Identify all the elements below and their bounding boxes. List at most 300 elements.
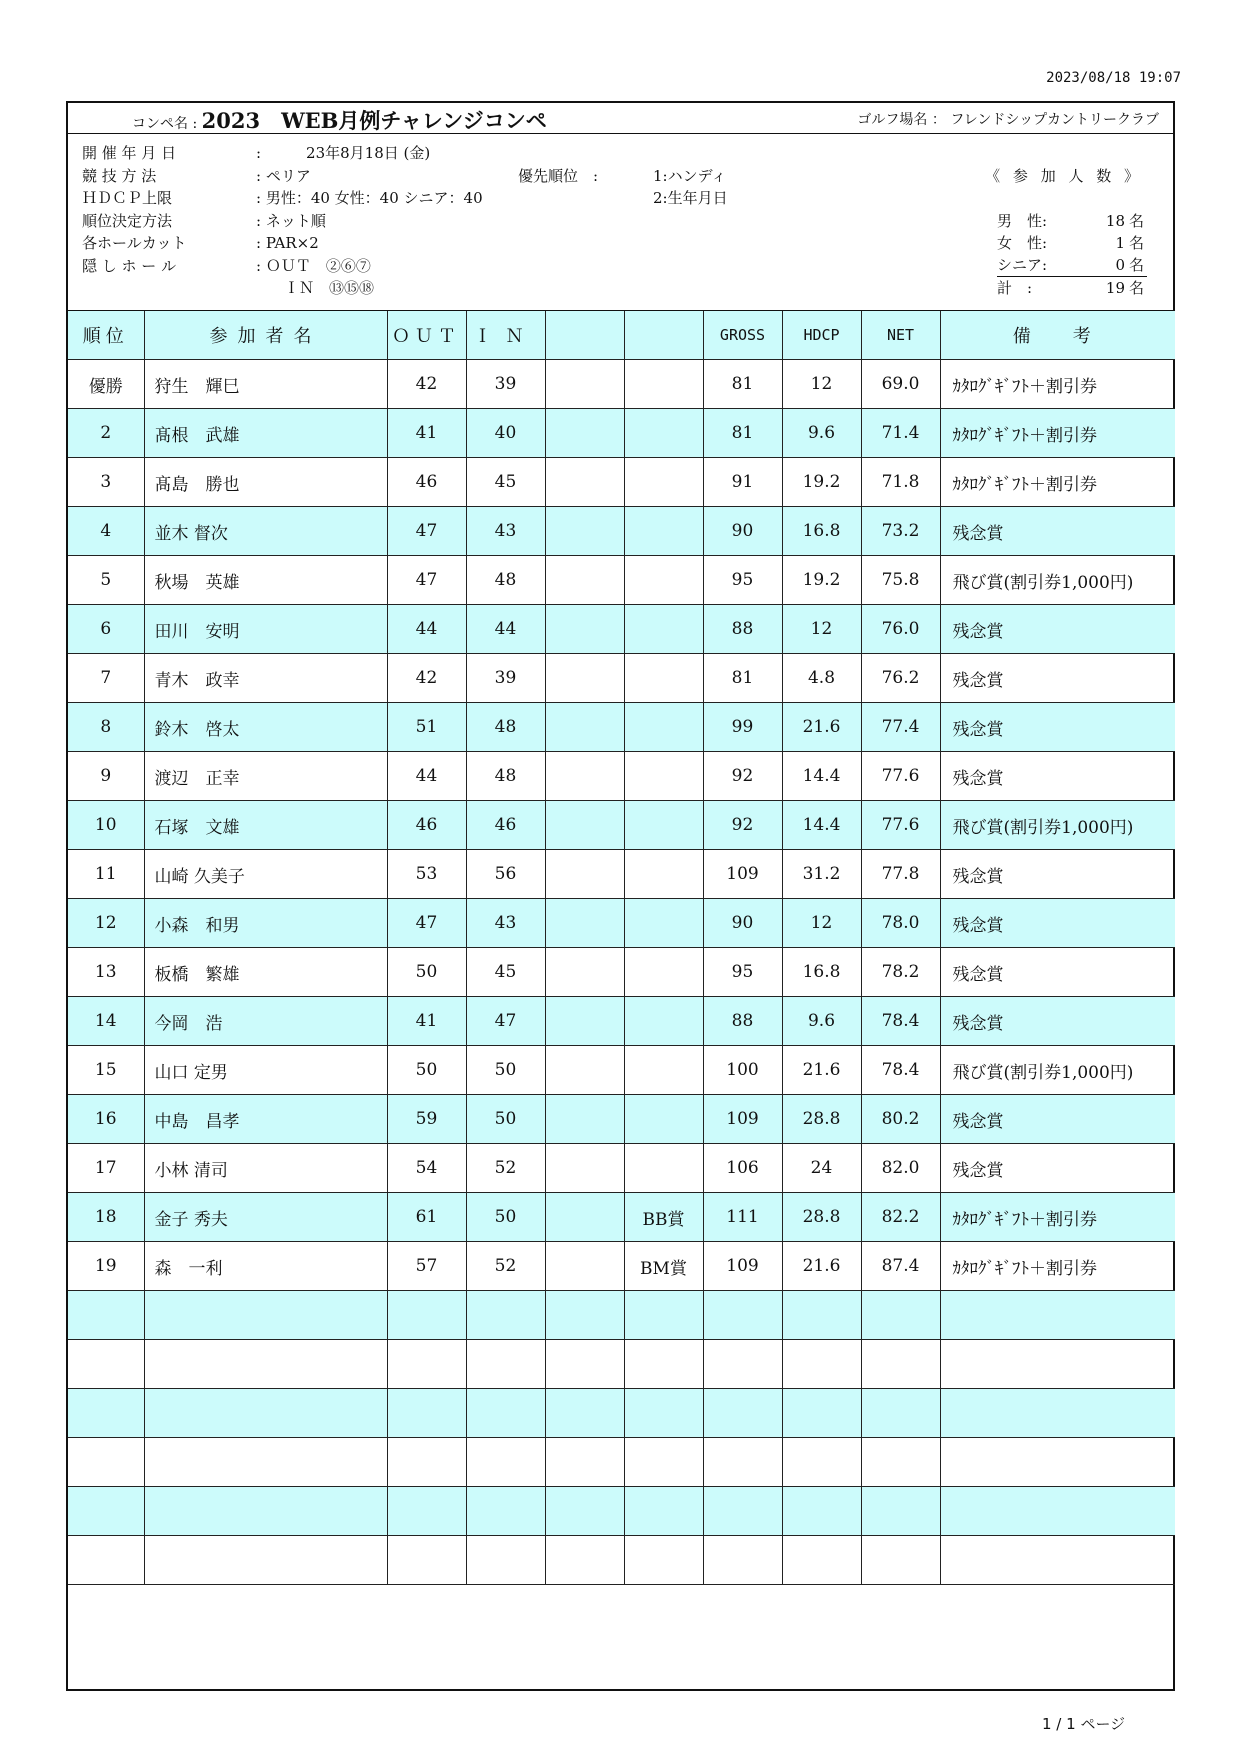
- empty-cell: [782, 1487, 861, 1536]
- empty-cell: [861, 1340, 940, 1389]
- empty-cell: [940, 1340, 1175, 1389]
- empty-cell: [144, 1487, 387, 1536]
- cell-hdcp: 31.2: [782, 850, 861, 899]
- participant-unit: 名: [1129, 279, 1145, 297]
- participant-category: 計 :: [997, 279, 1033, 297]
- empty-table-row: [68, 1291, 1175, 1340]
- cell-extra-2: BB賞: [624, 1193, 703, 1242]
- cell-net: 77.6: [861, 801, 940, 850]
- cell-net: 73.2: [861, 507, 940, 556]
- cell-out: 57: [387, 1242, 466, 1291]
- empty-cell: [940, 1536, 1175, 1585]
- hidden-out-value: : ＯＵＴ ②⑥⑦: [256, 256, 371, 275]
- cell-hdcp: 16.8: [782, 948, 861, 997]
- empty-cell: [624, 1340, 703, 1389]
- method-label: 競 技 方 法: [82, 166, 157, 185]
- date-label: 開 催 年 月 日: [82, 144, 177, 162]
- cell-rank: 3: [68, 458, 144, 507]
- cell-extra-2: [624, 458, 703, 507]
- cell-extra-2: [624, 1046, 703, 1095]
- empty-cell: [545, 1389, 624, 1438]
- cell-hdcp: 21.6: [782, 703, 861, 752]
- table-row: [68, 1193, 1175, 1242]
- empty-cell: [624, 1438, 703, 1487]
- cell-rank: 19: [68, 1242, 144, 1291]
- cell-net: 76.2: [861, 654, 940, 703]
- table-row: [68, 1242, 1175, 1291]
- rank-method-value: : ネット順: [256, 211, 326, 230]
- cell-rank: 15: [68, 1046, 144, 1095]
- empty-cell: [782, 1536, 861, 1585]
- cell-remarks: 残念賞: [940, 1144, 1175, 1193]
- cell-net: 78.0: [861, 899, 940, 948]
- method-value: : ペリア: [256, 166, 311, 185]
- cell-in: 52: [466, 1144, 545, 1193]
- empty-cell: [545, 1340, 624, 1389]
- cell-extra-2: [624, 409, 703, 458]
- cell-net: 87.4: [861, 1242, 940, 1291]
- cell-gross: 109: [703, 1095, 782, 1144]
- header-rank: 順位: [68, 311, 144, 360]
- cell-gross: 109: [703, 850, 782, 899]
- cell-out: 46: [387, 801, 466, 850]
- table-row: [68, 801, 1175, 850]
- header-net: NET: [861, 311, 940, 360]
- cell-remarks: ｶﾀﾛｸﾞｷﾞﾌﾄ＋割引券: [940, 409, 1175, 458]
- hidden-in-value: ＩＮ ⑬⑮⑱: [284, 279, 375, 297]
- empty-cell: [387, 1438, 466, 1487]
- cell-hdcp: 9.6: [782, 997, 861, 1046]
- cell-gross: 81: [703, 409, 782, 458]
- cell-out: 54: [387, 1144, 466, 1193]
- cell-net: 77.8: [861, 850, 940, 899]
- cell-extra-2: [624, 997, 703, 1046]
- hdcp-label: ＨＤＣＰ上限: [82, 189, 173, 207]
- empty-cell: [940, 1291, 1175, 1340]
- cell-name: 青木 政幸: [144, 654, 387, 703]
- cell-hdcp: 21.6: [782, 1242, 861, 1291]
- empty-cell: [68, 1389, 144, 1438]
- page-number: 1 / 1 ページ: [1042, 1715, 1126, 1733]
- cell-extra-1: [545, 1095, 624, 1144]
- empty-cell: [782, 1438, 861, 1487]
- cell-net: 75.8: [861, 556, 940, 605]
- cell-extra-2: [624, 556, 703, 605]
- empty-cell: [144, 1291, 387, 1340]
- cell-hdcp: 19.2: [782, 458, 861, 507]
- info-labels: [82, 142, 187, 277]
- cell-net: 71.4: [861, 409, 940, 458]
- cell-in: 45: [466, 458, 545, 507]
- cell-gross: 81: [703, 654, 782, 703]
- empty-cell: [466, 1438, 545, 1487]
- empty-table-row: [68, 1389, 1175, 1438]
- cell-in: 48: [466, 556, 545, 605]
- header-extra-1: [545, 311, 624, 360]
- print-timestamp: 2023/08/18 19:07: [1046, 70, 1181, 86]
- empty-cell: [703, 1536, 782, 1585]
- competition-label: コンペ名 :: [132, 116, 202, 132]
- empty-cell: [861, 1291, 940, 1340]
- empty-cell: [466, 1340, 545, 1389]
- cell-extra-1: [545, 850, 624, 899]
- table-row: [68, 1095, 1175, 1144]
- cell-name: 小林 清司: [144, 1144, 387, 1193]
- cell-out: 53: [387, 850, 466, 899]
- header-in: ＩＮ: [466, 311, 545, 360]
- cell-hdcp: 12: [782, 899, 861, 948]
- cell-extra-1: [545, 458, 624, 507]
- table-row: [68, 703, 1175, 752]
- empty-cell: [940, 1487, 1175, 1536]
- empty-table-row: [68, 1438, 1175, 1487]
- cell-remarks: 残念賞: [940, 703, 1175, 752]
- table-row: [68, 654, 1175, 703]
- cell-hdcp: 21.6: [782, 1046, 861, 1095]
- competition-name: 2023 WEB月例チャレンジコンペ: [201, 108, 547, 133]
- cell-extra-1: [545, 1046, 624, 1095]
- cell-remarks: 残念賞: [940, 948, 1175, 997]
- empty-cell: [68, 1536, 144, 1585]
- competition-info: [68, 134, 1173, 311]
- empty-cell: [68, 1438, 144, 1487]
- cell-gross: 95: [703, 948, 782, 997]
- header-extra-2: [624, 311, 703, 360]
- priority-1: 1:ハンディ: [653, 166, 727, 185]
- date-value: : 23年8月18日 (金): [256, 144, 431, 162]
- cell-net: 77.6: [861, 752, 940, 801]
- empty-cell: [466, 1389, 545, 1438]
- empty-cell: [703, 1291, 782, 1340]
- cell-name: 渡辺 正幸: [144, 752, 387, 801]
- cell-remarks: 残念賞: [940, 605, 1175, 654]
- empty-cell: [545, 1536, 624, 1585]
- empty-table-row: [68, 1340, 1175, 1389]
- cell-gross: 111: [703, 1193, 782, 1242]
- cell-net: 80.2: [861, 1095, 940, 1144]
- empty-cell: [545, 1291, 624, 1340]
- cell-net: 78.4: [861, 997, 940, 1046]
- hole-cut-value: : PAR×2: [256, 234, 319, 252]
- table-header-row: [68, 311, 1175, 360]
- cell-remarks: ｶﾀﾛｸﾞｷﾞﾌﾄ＋割引券: [940, 458, 1175, 507]
- cell-out: 44: [387, 752, 466, 801]
- empty-cell: [703, 1487, 782, 1536]
- cell-name: 田川 安明: [144, 605, 387, 654]
- empty-cell: [144, 1389, 387, 1438]
- table-row: [68, 899, 1175, 948]
- participant-unit: 名: [1129, 254, 1147, 277]
- cell-hdcp: 16.8: [782, 507, 861, 556]
- cell-name: 山口 定男: [144, 1046, 387, 1095]
- cell-out: 47: [387, 556, 466, 605]
- empty-cell: [387, 1487, 466, 1536]
- cell-extra-2: [624, 605, 703, 654]
- cell-remarks: 飛び賞(割引券1,000円): [940, 1046, 1175, 1095]
- cell-remarks: 残念賞: [940, 997, 1175, 1046]
- cell-out: 41: [387, 409, 466, 458]
- cell-remarks: ｶﾀﾛｸﾞｷﾞﾌﾄ＋割引券: [940, 360, 1175, 409]
- cell-in: 50: [466, 1193, 545, 1242]
- cell-extra-1: [545, 1242, 624, 1291]
- cell-gross: 91: [703, 458, 782, 507]
- table-row: [68, 507, 1175, 556]
- cell-gross: 99: [703, 703, 782, 752]
- table-row: [68, 997, 1175, 1046]
- cell-out: 59: [387, 1095, 466, 1144]
- cell-name: 金子 秀夫: [144, 1193, 387, 1242]
- cell-extra-1: [545, 703, 624, 752]
- cell-rank: 13: [68, 948, 144, 997]
- cell-rank: 11: [68, 850, 144, 899]
- cell-in: 40: [466, 409, 545, 458]
- empty-cell: [861, 1438, 940, 1487]
- cell-remarks: 残念賞: [940, 850, 1175, 899]
- cell-gross: 109: [703, 1242, 782, 1291]
- empty-cell: [144, 1536, 387, 1585]
- participant-unit: 名: [1129, 234, 1145, 252]
- cell-hdcp: 14.4: [782, 752, 861, 801]
- cell-extra-2: [624, 948, 703, 997]
- empty-cell: [940, 1389, 1175, 1438]
- cell-name: 髙島 勝也: [144, 458, 387, 507]
- cell-rank: 12: [68, 899, 144, 948]
- empty-cell: [624, 1389, 703, 1438]
- cell-extra-2: BM賞: [624, 1242, 703, 1291]
- cell-hdcp: 24: [782, 1144, 861, 1193]
- table-row: [68, 752, 1175, 801]
- table-row: [68, 850, 1175, 899]
- cell-extra-1: [545, 360, 624, 409]
- cell-extra-1: [545, 654, 624, 703]
- cell-in: 39: [466, 360, 545, 409]
- cell-rank: 16: [68, 1095, 144, 1144]
- cell-out: 47: [387, 507, 466, 556]
- cell-name: 今岡 浩: [144, 997, 387, 1046]
- participant-count-row: [997, 277, 1147, 300]
- empty-cell: [703, 1340, 782, 1389]
- cell-remarks: 残念賞: [940, 752, 1175, 801]
- priority-values: [653, 165, 728, 210]
- cell-name: 中島 昌孝: [144, 1095, 387, 1144]
- cell-remarks: 飛び賞(割引券1,000円): [940, 801, 1175, 850]
- info-values: [256, 142, 483, 300]
- cell-gross: 88: [703, 605, 782, 654]
- cell-in: 52: [466, 1242, 545, 1291]
- empty-cell: [545, 1487, 624, 1536]
- empty-cell: [861, 1389, 940, 1438]
- cell-net: 78.4: [861, 1046, 940, 1095]
- empty-cell: [387, 1291, 466, 1340]
- cell-out: 50: [387, 948, 466, 997]
- participant-count: 18: [1105, 212, 1125, 230]
- cell-out: 42: [387, 654, 466, 703]
- empty-cell: [144, 1340, 387, 1389]
- cell-extra-2: [624, 507, 703, 556]
- empty-cell: [861, 1487, 940, 1536]
- empty-cell: [703, 1389, 782, 1438]
- cell-remarks: 残念賞: [940, 507, 1175, 556]
- cell-extra-2: [624, 850, 703, 899]
- priority-2: 2:生年月日: [653, 189, 728, 207]
- table-row: [68, 605, 1175, 654]
- cell-hdcp: 14.4: [782, 801, 861, 850]
- cell-in: 50: [466, 1046, 545, 1095]
- empty-cell: [782, 1291, 861, 1340]
- participant-category: 男 性:: [997, 212, 1048, 230]
- result-sheet: [66, 101, 1175, 1691]
- empty-cell: [782, 1389, 861, 1438]
- hidden-hole-label: 隠 し ホ ー ル: [82, 256, 177, 275]
- competition-title: [132, 105, 547, 135]
- participant-count: 0: [1075, 254, 1129, 277]
- participant-category: 女 性:: [997, 234, 1048, 252]
- empty-cell: [68, 1340, 144, 1389]
- cell-name: 髙根 武雄: [144, 409, 387, 458]
- cell-extra-2: [624, 703, 703, 752]
- results-table: [68, 311, 1175, 1585]
- cell-extra-2: [624, 1095, 703, 1144]
- cell-out: 61: [387, 1193, 466, 1242]
- cell-rank: 10: [68, 801, 144, 850]
- cell-rank: 優勝: [68, 360, 144, 409]
- cell-net: 82.2: [861, 1193, 940, 1242]
- cell-hdcp: 9.6: [782, 409, 861, 458]
- cell-gross: 92: [703, 752, 782, 801]
- cell-hdcp: 12: [782, 605, 861, 654]
- cell-gross: 100: [703, 1046, 782, 1095]
- cell-extra-2: [624, 801, 703, 850]
- participants-table: [997, 210, 1147, 299]
- empty-cell: [703, 1438, 782, 1487]
- empty-cell: [940, 1438, 1175, 1487]
- course-label: ゴルフ場名 ：: [857, 112, 946, 128]
- cell-net: 69.0: [861, 360, 940, 409]
- course-name: フレンドシップカントリークラブ: [950, 112, 1159, 128]
- cell-hdcp: 28.8: [782, 1193, 861, 1242]
- cell-extra-1: [545, 1144, 624, 1193]
- cell-remarks: 残念賞: [940, 899, 1175, 948]
- cell-rank: 9: [68, 752, 144, 801]
- cell-in: 48: [466, 752, 545, 801]
- cell-hdcp: 19.2: [782, 556, 861, 605]
- cell-in: 44: [466, 605, 545, 654]
- empty-cell: [624, 1487, 703, 1536]
- cell-extra-1: [545, 1193, 624, 1242]
- cell-rank: 18: [68, 1193, 144, 1242]
- cell-extra-1: [545, 948, 624, 997]
- empty-cell: [387, 1340, 466, 1389]
- empty-cell: [861, 1536, 940, 1585]
- cell-rank: 8: [68, 703, 144, 752]
- cell-extra-1: [545, 752, 624, 801]
- cell-in: 43: [466, 507, 545, 556]
- empty-cell: [466, 1487, 545, 1536]
- header-name: 参加者名: [144, 311, 387, 360]
- cell-rank: 4: [68, 507, 144, 556]
- cell-net: 78.2: [861, 948, 940, 997]
- table-row: [68, 948, 1175, 997]
- participant-category: シニア:: [997, 254, 1075, 277]
- empty-cell: [68, 1291, 144, 1340]
- header-hdcp: HDCP: [782, 311, 861, 360]
- cell-gross: 106: [703, 1144, 782, 1193]
- hole-cut-label: 各ホールカット: [82, 234, 187, 252]
- cell-name: 小森 和男: [144, 899, 387, 948]
- cell-extra-1: [545, 801, 624, 850]
- empty-cell: [624, 1536, 703, 1585]
- priority-label: 優先順位 :: [518, 166, 599, 185]
- cell-rank: 7: [68, 654, 144, 703]
- table-row: [68, 360, 1175, 409]
- cell-name: 山崎 久美子: [144, 850, 387, 899]
- cell-out: 41: [387, 997, 466, 1046]
- header-gross: GROSS: [703, 311, 782, 360]
- cell-out: 51: [387, 703, 466, 752]
- cell-remarks: 残念賞: [940, 654, 1175, 703]
- cell-rank: 2: [68, 409, 144, 458]
- cell-gross: 92: [703, 801, 782, 850]
- empty-cell: [466, 1291, 545, 1340]
- cell-gross: 95: [703, 556, 782, 605]
- cell-remarks: 飛び賞(割引券1,000円): [940, 556, 1175, 605]
- cell-extra-2: [624, 752, 703, 801]
- header-out: ＯＵＴ: [387, 311, 466, 360]
- participants-title: 《 参 加 人 数 》: [985, 166, 1143, 185]
- empty-cell: [68, 1487, 144, 1536]
- empty-cell: [387, 1536, 466, 1585]
- cell-extra-1: [545, 409, 624, 458]
- cell-name: 秋場 英雄: [144, 556, 387, 605]
- cell-in: 45: [466, 948, 545, 997]
- cell-gross: 90: [703, 899, 782, 948]
- cell-extra-2: [624, 654, 703, 703]
- cell-hdcp: 12: [782, 360, 861, 409]
- participant-count-row: [997, 210, 1147, 232]
- cell-name: 森 一利: [144, 1242, 387, 1291]
- cell-in: 50: [466, 1095, 545, 1144]
- table-row: [68, 458, 1175, 507]
- header-remarks: 備 考: [940, 311, 1175, 360]
- cell-extra-2: [624, 1144, 703, 1193]
- cell-in: 56: [466, 850, 545, 899]
- cell-gross: 90: [703, 507, 782, 556]
- cell-net: 82.0: [861, 1144, 940, 1193]
- cell-remarks: ｶﾀﾛｸﾞｷﾞﾌﾄ＋割引券: [940, 1242, 1175, 1291]
- cell-extra-1: [545, 556, 624, 605]
- cell-out: 42: [387, 360, 466, 409]
- table-row: [68, 1144, 1175, 1193]
- empty-cell: [387, 1389, 466, 1438]
- cell-in: 46: [466, 801, 545, 850]
- cell-gross: 88: [703, 997, 782, 1046]
- cell-hdcp: 28.8: [782, 1095, 861, 1144]
- course-info: [857, 109, 1159, 129]
- empty-cell: [466, 1536, 545, 1585]
- participant-count-row: [997, 232, 1147, 254]
- participant-count: 19: [1105, 279, 1125, 297]
- title-row: [68, 103, 1173, 134]
- cell-extra-2: [624, 360, 703, 409]
- cell-name: 狩生 輝巳: [144, 360, 387, 409]
- cell-out: 50: [387, 1046, 466, 1095]
- cell-out: 44: [387, 605, 466, 654]
- table-row: [68, 409, 1175, 458]
- cell-in: 39: [466, 654, 545, 703]
- cell-name: 板橋 繁雄: [144, 948, 387, 997]
- cell-rank: 17: [68, 1144, 144, 1193]
- cell-net: 71.8: [861, 458, 940, 507]
